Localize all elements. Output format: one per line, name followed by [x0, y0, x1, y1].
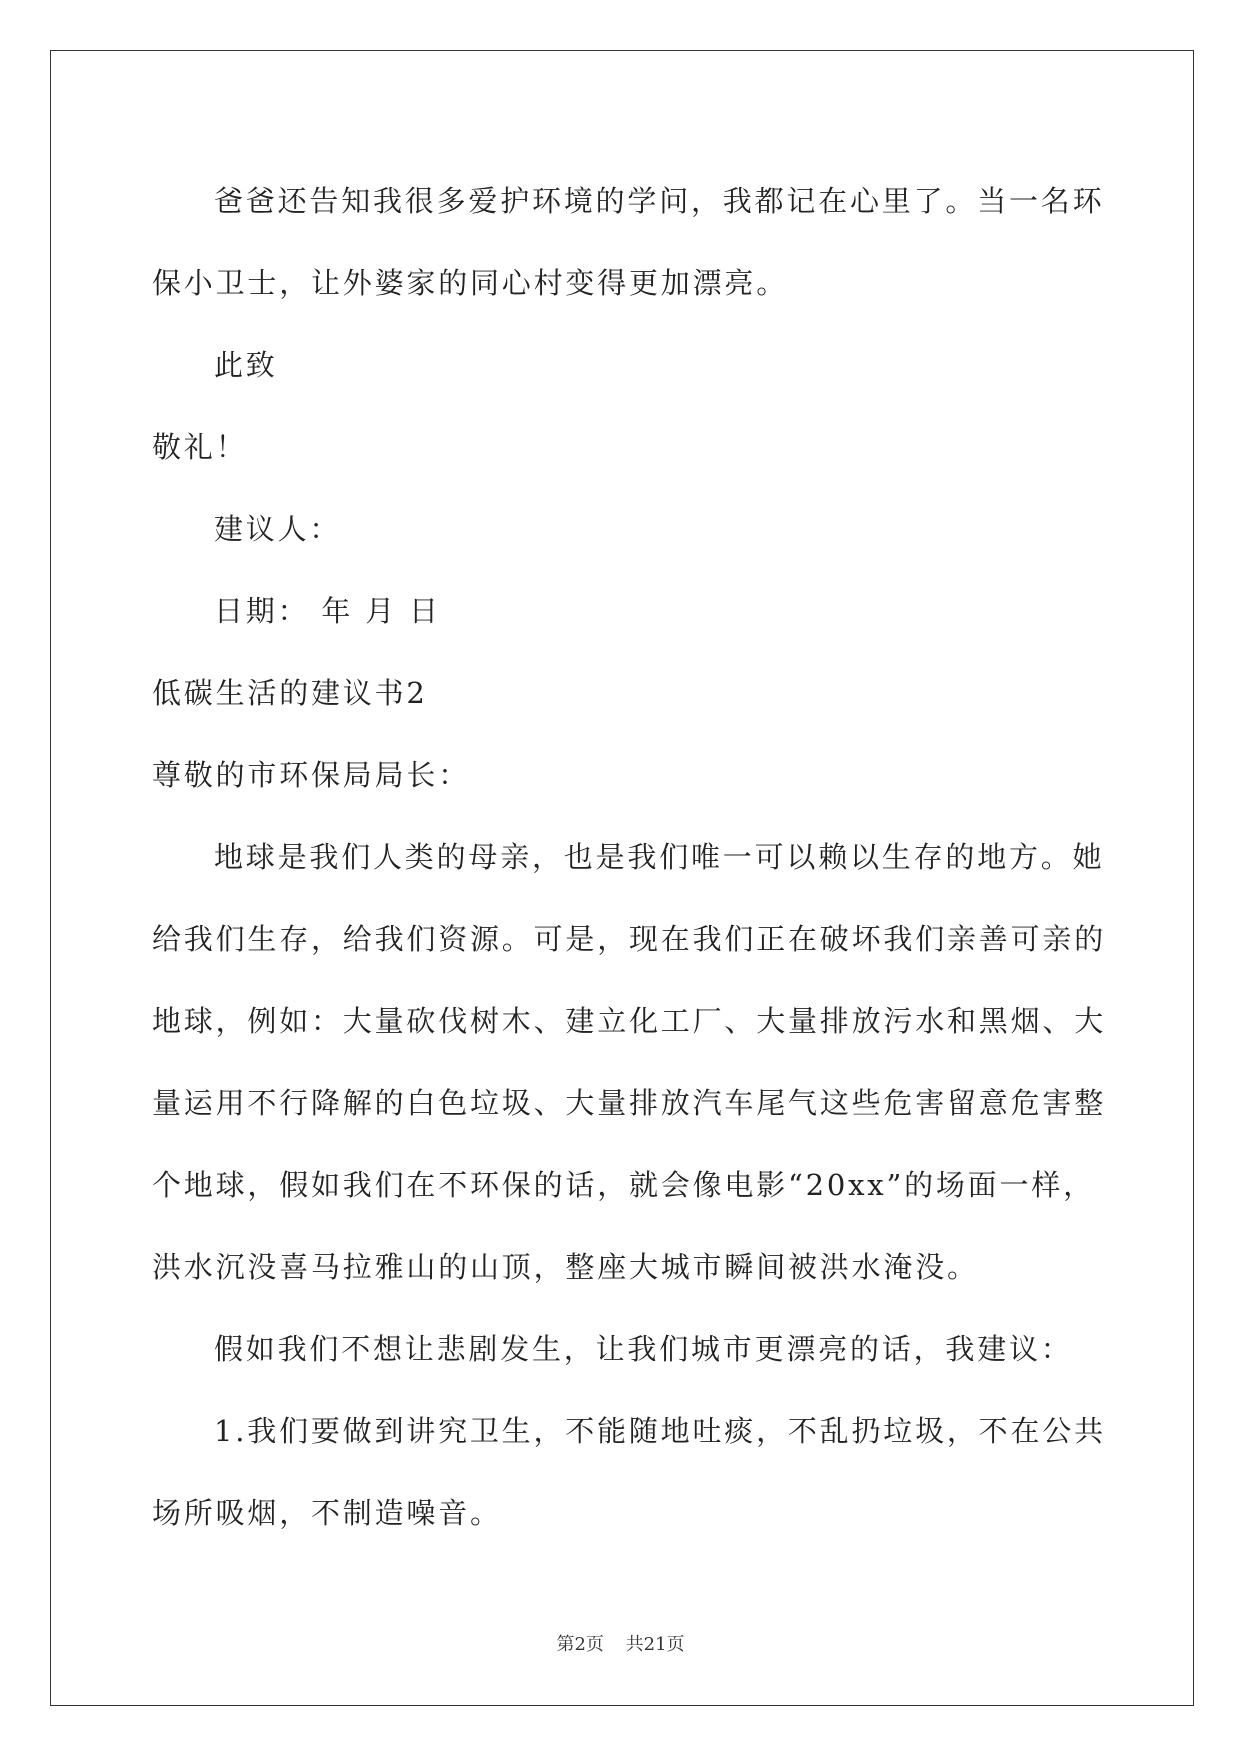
list-item-line: 1.我们要做到讲究卫生，不能随地吐痰，不乱扔垃圾，不在公共: [214, 1414, 1106, 1448]
paragraph-line: 给我们生存，给我们资源。可是，现在我们正在破坏我们亲善可亲的: [152, 922, 1107, 956]
list-item-line: 场所吸烟，不制造噪音。: [152, 1496, 502, 1530]
closing-salutation: 敬礼！: [152, 430, 248, 464]
section-title: 低碳生活的建议书2: [152, 676, 428, 710]
paragraph-line: 个地球，假如我们在不环保的话，就会像电影“20xx”的场面一样，: [152, 1168, 1095, 1202]
paragraph-line: 洪水沉没喜马拉雅山的山顶，整座大城市瞬间被洪水淹没。: [152, 1250, 979, 1284]
letter-greeting: 尊敬的市环保局局长：: [152, 758, 471, 792]
paragraph-line: 地球，例如：大量砍伐树木、建立化工厂、大量排放污水和黑烟、大: [152, 1004, 1107, 1038]
paragraph-line: 地球是我们人类的母亲，也是我们唯一可以赖以生存的地方。她: [214, 840, 1105, 874]
closing-salutation: 此致: [214, 348, 278, 382]
paragraph-line: 假如我们不想让悲剧发生，让我们城市更漂亮的话，我建议：: [214, 1332, 1073, 1366]
paragraph-line: 爸爸还告知我很多爱护环境的学问，我都记在心里了。当一名环: [214, 184, 1105, 218]
date-line: 日期： 年 月 日: [214, 594, 441, 628]
signature-line: 建议人：: [214, 512, 342, 546]
page-total: 共21页: [625, 1634, 685, 1655]
document-body: [152, 160, 1107, 1554]
paragraph-line: 量运用不行降解的白色垃圾、大量排放汽车尾气这些危害留意危害整: [152, 1086, 1107, 1120]
page-number: 第2页: [556, 1634, 604, 1655]
paragraph-line: 保小卫士，让外婆家的同心村变得更加漂亮。: [152, 266, 789, 300]
page-footer: [0, 1630, 1241, 1656]
